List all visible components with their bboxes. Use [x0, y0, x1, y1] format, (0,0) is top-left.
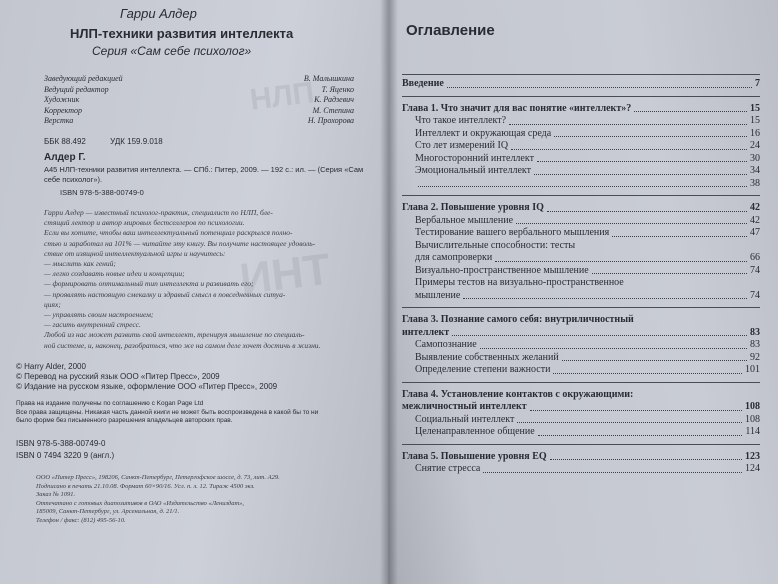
toc-entry-title: Визуально-пространственное мышление	[415, 264, 589, 276]
toc-chapter-entry	[402, 103, 760, 116]
catalog-codes	[44, 137, 185, 146]
toc-section-entry	[402, 140, 760, 153]
copyright-line: © Перевод на русский язык ООО «Питер Пресс», 2009	[16, 372, 220, 381]
annotation-line: — проявлять настоящую смекалку и здравый смысл в повседневных ситуа-	[44, 289, 286, 299]
toc-entry-title: мышление	[415, 289, 461, 301]
editorial-staff	[44, 74, 354, 127]
toc-chapter-entry	[402, 202, 760, 215]
toc-page-number: 123	[745, 450, 760, 462]
imprint-line: Отпечатано с готовых диапозитивов в ОАО «Издательство «Лениздат»,	[36, 499, 245, 507]
toc-chapter-entry	[402, 451, 760, 464]
toc-entry-title: Эмоциональный интеллект	[415, 165, 532, 176]
toc-section-entry	[402, 153, 760, 166]
toc-page-number: 114	[745, 426, 760, 437]
dot-leader	[418, 186, 747, 187]
toc-entry-title: Глава 4. Установление контактов с окружающими:	[402, 388, 634, 400]
catalog-author: Алдер Г.	[44, 152, 86, 163]
copyright-block	[16, 362, 366, 392]
annotation-line: Любой из нас может развить свой интеллект, тренируя мышление по специаль-	[44, 330, 305, 340]
dot-leader	[463, 298, 747, 299]
divider	[402, 382, 760, 383]
table-of-contents	[402, 78, 760, 476]
divider	[402, 195, 760, 196]
toc-page-number: 16	[750, 127, 760, 139]
rights-notice	[16, 400, 356, 426]
toc-page-number: 83	[750, 339, 760, 350]
toc-entry-title: Снятие стресса	[415, 463, 481, 474]
imprint-line: ООО «Питер Пресс», 198206, Санкт-Петербург, Петергофское шоссе, д. 73, лит. А29.	[36, 474, 280, 481]
toc-page-number: 38	[750, 177, 760, 189]
toc-page-number: 15	[750, 115, 760, 126]
toc-section-entry	[402, 115, 760, 128]
isbn-line: ISBN 0 7494 3220 9 (англ.)	[16, 451, 115, 460]
toc-section-entry	[402, 240, 760, 253]
toc-entry-title: межличностный интеллект	[402, 401, 527, 412]
annotation-line: ствие от изящной интеллектуальной игры и научитесь:	[44, 248, 226, 258]
dot-leader	[530, 410, 742, 411]
annotation-line: — формировать оптимальный тип интеллекта и развивать его;	[44, 279, 254, 289]
isbn-line: ISBN 978-5-388-00749-0	[16, 439, 106, 448]
dot-leader	[538, 435, 743, 436]
divider	[402, 307, 760, 308]
toc-page-number: 42	[750, 214, 760, 226]
toc-entry-title: для самопроверки	[415, 252, 493, 263]
toc-section-entry	[402, 290, 760, 303]
toc-page-number: 66	[750, 252, 760, 263]
staff-role: Корректор	[44, 105, 82, 115]
dot-leader	[592, 273, 747, 274]
toc-page-number: 92	[750, 351, 760, 363]
dot-leader	[483, 472, 742, 473]
toc-section-entry	[402, 339, 760, 352]
toc-page-number: 124	[745, 463, 760, 474]
annotation-line: циях;	[44, 299, 61, 309]
toc-entry-title: Глава 2. Повышение уровня IQ	[402, 202, 544, 213]
dot-leader	[511, 149, 747, 150]
show-through-text: НЛП	[248, 76, 316, 117]
right-page-contents	[388, 0, 778, 584]
left-page-imprint	[0, 0, 388, 584]
rights-line: Все права защищены. Никакая часть данной книги не может быть воспроизведена в какой бы то ни	[16, 408, 319, 416]
toc-chapter-entry	[402, 327, 760, 340]
book-series: Серия «Сам себе психолог»	[92, 44, 252, 58]
toc-section-entry	[402, 364, 760, 377]
udk-code: УДК 159.9.018	[110, 137, 163, 146]
annotation	[44, 208, 364, 351]
annotation-line: Гарри Алдер — известный психолог-практик, специалист по НЛП, бле-	[44, 208, 273, 217]
divider	[402, 74, 760, 75]
toc-entry-title: Социальный интеллект	[415, 413, 515, 425]
dot-leader	[550, 459, 742, 460]
staff-row	[44, 95, 354, 106]
toc-section-entry	[402, 277, 760, 290]
toc-page-number: 15	[750, 102, 760, 114]
toc-entry-title: Целенаправленное общение	[415, 426, 535, 437]
toc-entry-title: Глава 3. Познание самого себя: внутриличностный	[402, 314, 634, 325]
imprint-line: Телефон / факс: (812) 495-56-10.	[36, 516, 126, 524]
toc-page-number: 7	[755, 78, 760, 89]
toc-page-number: 30	[750, 152, 760, 164]
toc-chapter-entry	[402, 78, 760, 91]
staff-row	[44, 116, 354, 127]
toc-entry-title: Сто лет измерений IQ	[415, 140, 509, 151]
bibliographic-record: А45 НЛП-техники развития интеллекта. — СПб.: Питер, 2009. — 192 с.: ил. — (Серия «Сам себе психолог»).	[44, 165, 364, 184]
toc-chapter-entry	[402, 389, 760, 402]
imprint-line: Заказ № 1091.	[36, 491, 76, 499]
toc-page-number: 47	[750, 227, 760, 238]
toc-entry-title: Тестирование вашего вербального мышления	[415, 227, 610, 238]
book-author: Гарри Алдер	[120, 6, 197, 21]
toc-entry-title: Глава 1. Что значит для вас понятие «интеллект»?	[402, 102, 632, 114]
dot-leader	[452, 335, 747, 336]
dot-leader	[537, 161, 747, 162]
toc-entry-title: Многосторонний интеллект	[415, 152, 534, 164]
copyright-line: © Издание на русском языке, оформление ООО «Питер Пресс», 2009	[16, 382, 278, 391]
toc-entry-title: интеллект	[402, 326, 450, 338]
toc-page-number: 108	[745, 401, 760, 412]
dot-leader	[509, 124, 747, 125]
staff-role: Художник	[44, 95, 80, 104]
toc-entry-title: Вычислительные способности: тесты	[415, 239, 576, 251]
staff-role: Заведующий редакцией	[44, 74, 123, 83]
divider	[402, 444, 760, 445]
staff-name: В. Малышкина	[303, 74, 354, 83]
dot-leader	[447, 87, 752, 88]
rights-line: было форме без письменного разрешения владельцев авторских прав.	[16, 417, 233, 424]
annotation-line: — управлять своим настроением;	[44, 310, 154, 320]
show-through-text: ИНТ	[237, 244, 333, 305]
staff-row	[44, 85, 354, 96]
toc-entry-title: Выявление собственных желаний	[415, 351, 559, 363]
dot-leader	[612, 236, 747, 237]
toc-section-entry	[402, 463, 760, 476]
staff-name: М. Степина	[312, 105, 354, 115]
toc-section-entry	[402, 265, 760, 278]
dot-leader	[634, 111, 747, 112]
staff-row	[44, 74, 354, 85]
bbk-code: ББК 88.492	[44, 137, 86, 146]
dot-leader	[517, 422, 742, 423]
toc-entry-title: Самопознание	[415, 339, 477, 350]
toc-entry-title: Интеллект и окружающая среда	[415, 127, 552, 139]
staff-row	[44, 106, 354, 117]
staff-role: Ведущий редактор	[44, 84, 109, 94]
staff-role: Верстка	[44, 116, 74, 125]
imprint-line: 185009, Санкт-Петербург, ул. Арсенальная, д. 21/1.	[36, 508, 180, 516]
toc-section-entry	[402, 165, 760, 178]
annotation-line: — гасить внутренний стресс.	[44, 320, 141, 330]
toc-section-entry	[402, 178, 760, 191]
toc-entry-title: Примеры тестов на визуально-пространственное	[415, 277, 624, 288]
dot-leader	[534, 174, 747, 175]
toc-page-number: 74	[750, 289, 760, 301]
annotation-line: Если вы хотите, чтобы ваш интеллектуальный потенциал раскрылся полно-	[44, 228, 293, 238]
dot-leader	[553, 373, 742, 374]
toc-page-number: 24	[750, 140, 760, 151]
toc-chapter-entry	[402, 401, 760, 414]
toc-section-entry	[402, 426, 760, 439]
dot-leader	[554, 136, 747, 137]
imprint-line: Подписано в печать 21.10.08. Формат 60×90/16. Усл. п. л. 12. Тираж 4500 экз.	[36, 482, 255, 490]
toc-page-number: 108	[745, 413, 760, 425]
annotation-line: ной системе, и, наконец, разобраться, что же на самом деле хочет достичь в жизни.	[44, 340, 321, 350]
annotation-line: стью и заработал на 101% — читайте эту книгу. Вы получите настоящее удоволь-	[44, 238, 316, 248]
toc-section-entry	[402, 414, 760, 427]
toc-entry-title: Что такое интеллект?	[415, 115, 507, 126]
toc-section-entry	[402, 352, 760, 365]
divider	[402, 96, 760, 97]
dot-leader	[562, 360, 747, 361]
toc-entry-title: Определение степени важности	[415, 364, 551, 375]
annotation-line: — мыслить как гений;	[44, 259, 116, 269]
staff-name: Н. Прохорова	[307, 116, 354, 125]
toc-entry-title: Введение	[402, 78, 444, 89]
toc-entry-title: Вербальное мышление	[415, 214, 514, 226]
book-title: НЛП-техники развития интеллекта	[70, 26, 294, 41]
dot-leader	[480, 348, 747, 349]
toc-page-number: 83	[750, 326, 760, 338]
copyright-line: © Harry Alder, 2000	[16, 362, 86, 371]
toc-entry-title: Глава 5. Повышение уровня EQ	[402, 450, 547, 462]
printing-info	[36, 474, 366, 526]
dot-leader	[547, 211, 747, 212]
toc-page-number: 34	[750, 165, 760, 176]
isbn-line: ISBN 978-5-388-00749-0	[60, 188, 144, 197]
annotation-line: — легко создавать новые идеи и концепции;	[44, 269, 185, 279]
annotation-line: стящий лектор и автор мировых бестселлеров по психологии.	[44, 218, 245, 228]
rights-line: Права на издание получены по соглашению с Kogan Page Ltd	[16, 400, 204, 407]
toc-title: Оглавление	[406, 22, 495, 39]
toc-page-number: 101	[745, 364, 760, 375]
toc-section-entry	[402, 128, 760, 141]
isbn-block	[16, 438, 114, 462]
staff-name: К. Радзевич	[314, 95, 354, 104]
staff-name: Т. Яценко	[321, 84, 354, 94]
toc-page-number: 42	[750, 202, 760, 213]
toc-section-entry	[402, 227, 760, 240]
toc-page-number: 74	[750, 264, 760, 276]
toc-section-entry	[402, 215, 760, 228]
book-gutter	[380, 0, 398, 584]
dot-leader	[516, 223, 747, 224]
dot-leader	[495, 261, 747, 262]
toc-chapter-entry	[402, 314, 760, 327]
toc-section-entry	[402, 252, 760, 265]
